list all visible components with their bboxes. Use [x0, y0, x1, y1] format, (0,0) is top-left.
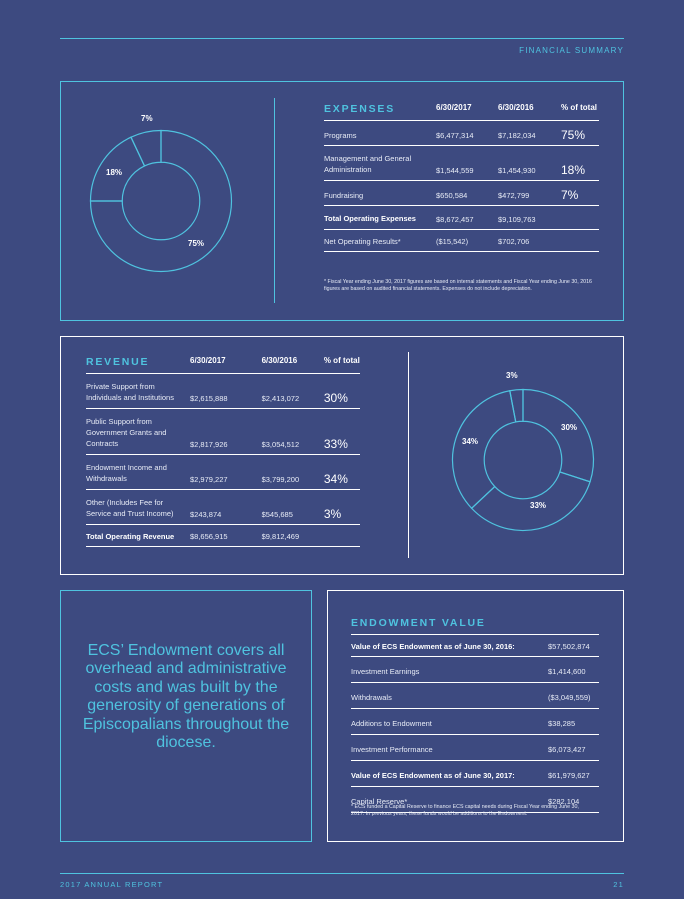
row-2017: $8,672,457	[436, 206, 498, 230]
revenue-row-total	[86, 525, 360, 547]
expenses-row-fundraising	[324, 181, 599, 206]
revenue-divider	[408, 352, 409, 558]
expenses-row-total	[324, 206, 599, 230]
revenue-slice-0	[523, 390, 594, 482]
expenses-col-pct: % of total	[561, 103, 597, 112]
expenses-row-net	[324, 230, 599, 252]
endowment-quote: ECS’ Endowment covers all overhead and administrative costs and was built by the generosity of generations of Episcopalians throughout the diocese.	[82, 642, 290, 752]
endowment-row-performance	[351, 735, 599, 761]
row-label	[86, 374, 190, 409]
expenses-col-2016: 6/30/2016	[498, 103, 534, 112]
row-label: Management and General Administration	[324, 146, 436, 181]
row-label: Value of ECS Endowment as of June 30, 2017:	[351, 761, 548, 787]
expenses-slice-2	[131, 131, 161, 166]
row-2016: $2,413,072	[262, 374, 324, 409]
row-label: Investment Earnings	[351, 657, 548, 683]
revenue-table	[86, 356, 360, 547]
revenue-row-private	[86, 374, 360, 409]
row-label: Public Support from Government Grants and Contracts	[86, 409, 190, 455]
row-value: $38,285	[548, 709, 599, 735]
row-2016: $9,812,469	[262, 525, 324, 547]
row-2016: $702,706	[498, 230, 561, 252]
row-label: Value of ECS Endowment as of June 30, 2016:	[351, 635, 548, 657]
endowment-footnote: * ECS funded a Capital Reserve to finance ECS capital needs during Fiscal Year ending June 30, 2017. In previous years, these funds would be additions to the Endowment.	[351, 804, 579, 817]
row-2016: $3,054,512	[262, 409, 324, 455]
row-label: Withdrawals	[351, 683, 548, 709]
row-2017: $650,584	[436, 181, 498, 206]
row-value: ($3,049,559)	[548, 683, 599, 709]
page-number: 21	[613, 880, 624, 889]
endowment-title: ENDOWMENT VALUE	[351, 617, 486, 629]
revenue-pct-label-other: 3%	[506, 371, 518, 380]
revenue-slice-3	[510, 390, 523, 422]
expenses-table	[324, 103, 599, 252]
row-label: Capital Reserve*	[351, 787, 548, 813]
row-2016: $9,109,763	[498, 206, 561, 230]
row-2017: $2,979,227	[190, 455, 262, 490]
revenue-row-other	[86, 490, 360, 525]
row-pct: 34%	[324, 455, 360, 490]
revenue-row-endowment	[86, 455, 360, 490]
expenses-col-2017: 6/30/2017	[436, 103, 472, 112]
revenue-pct-label-private: 30%	[561, 423, 578, 432]
row-pct: 75%	[561, 121, 599, 146]
revenue-col-2016: 6/30/2016	[261, 356, 298, 365]
row-2016: $7,182,034	[498, 121, 561, 146]
revenue-slice-2	[453, 391, 516, 509]
row-label-text: Private Support from Individuals and Institutions	[86, 382, 174, 402]
revenue-title: REVENUE	[86, 356, 150, 368]
report-label: 2017 ANNUAL REPORT	[60, 880, 164, 889]
row-2016: $545,685	[262, 490, 324, 525]
row-label: Total Operating Expenses	[324, 206, 436, 230]
endowment-row-earnings	[351, 657, 599, 683]
row-2016: $1,454,930	[498, 146, 561, 181]
row-2017: $6,477,314	[436, 121, 498, 146]
row-label: Programs	[324, 121, 436, 146]
section-label: FINANCIAL SUMMARY	[519, 46, 624, 55]
header-rule	[60, 38, 624, 39]
revenue-row-public	[86, 409, 360, 455]
revenue-pct-label-public: 33%	[530, 501, 547, 510]
row-pct	[324, 525, 360, 547]
revenue-col-2017: 6/30/2017	[190, 356, 226, 365]
row-label: Total Operating Revenue	[86, 525, 190, 547]
row-value: $282,104	[548, 787, 599, 813]
row-pct: 33%	[324, 409, 360, 455]
revenue-donut-chart	[448, 385, 598, 535]
row-2016: $472,799	[498, 181, 561, 206]
row-label: Additions to Endowment	[351, 709, 548, 735]
row-pct	[561, 206, 599, 230]
expenses-pct-label-programs: 75%	[188, 239, 205, 248]
row-value: $61,979,627	[548, 761, 599, 787]
expenses-title: EXPENSES	[324, 103, 396, 115]
row-value: $6,073,427	[548, 735, 599, 761]
expenses-divider	[274, 98, 275, 303]
expenses-row-management	[324, 146, 599, 181]
revenue-pct-label-endowment: 34%	[462, 437, 479, 446]
row-2017: ($15,542)	[436, 230, 498, 252]
row-label: Fundraising	[324, 181, 436, 206]
revenue-col-pct: % of total	[323, 356, 360, 365]
row-pct: 3%	[324, 490, 360, 525]
row-label: Endowment Income and Withdrawals	[86, 455, 190, 490]
row-2017: $8,656,915	[190, 525, 262, 547]
row-2017: $1,544,559	[436, 146, 498, 181]
row-pct: 30%	[324, 374, 360, 409]
row-2017: $2,817,926	[190, 409, 262, 455]
endowment-row-withdrawals	[351, 683, 599, 709]
expenses-row-programs	[324, 121, 599, 146]
expenses-pct-label-management: 18%	[106, 168, 123, 177]
row-pct: 18%	[561, 146, 599, 181]
expenses-donut-chart	[86, 126, 236, 276]
row-pct	[561, 230, 599, 252]
row-label: Net Operating Results*	[324, 230, 436, 252]
endowment-row-additions	[351, 709, 599, 735]
footer-rule	[60, 873, 624, 874]
row-label: Other (Includes Fee for Service and Trust Income)	[86, 490, 190, 525]
expenses-footnote: * Fiscal Year ending June 30, 2017 figures are based on internal statements and Fiscal Year ending June 30, 2016 figures are based on audited financial statements. Expenses do not include depreciation.	[324, 279, 592, 292]
row-2017: $2,615,888	[190, 374, 262, 409]
row-value: $1,414,600	[548, 657, 599, 683]
row-pct: 7%	[561, 181, 599, 206]
endowment-row-value-2017	[351, 761, 599, 787]
expenses-pct-label-fundraising: 7%	[141, 114, 153, 123]
endowment-table	[351, 617, 599, 813]
row-2017: $243,874	[190, 490, 262, 525]
endowment-row-value-2016	[351, 635, 599, 657]
row-2016: $3,799,200	[262, 455, 324, 490]
row-label: Investment Performance	[351, 735, 548, 761]
row-value: $57,502,874	[548, 635, 599, 657]
